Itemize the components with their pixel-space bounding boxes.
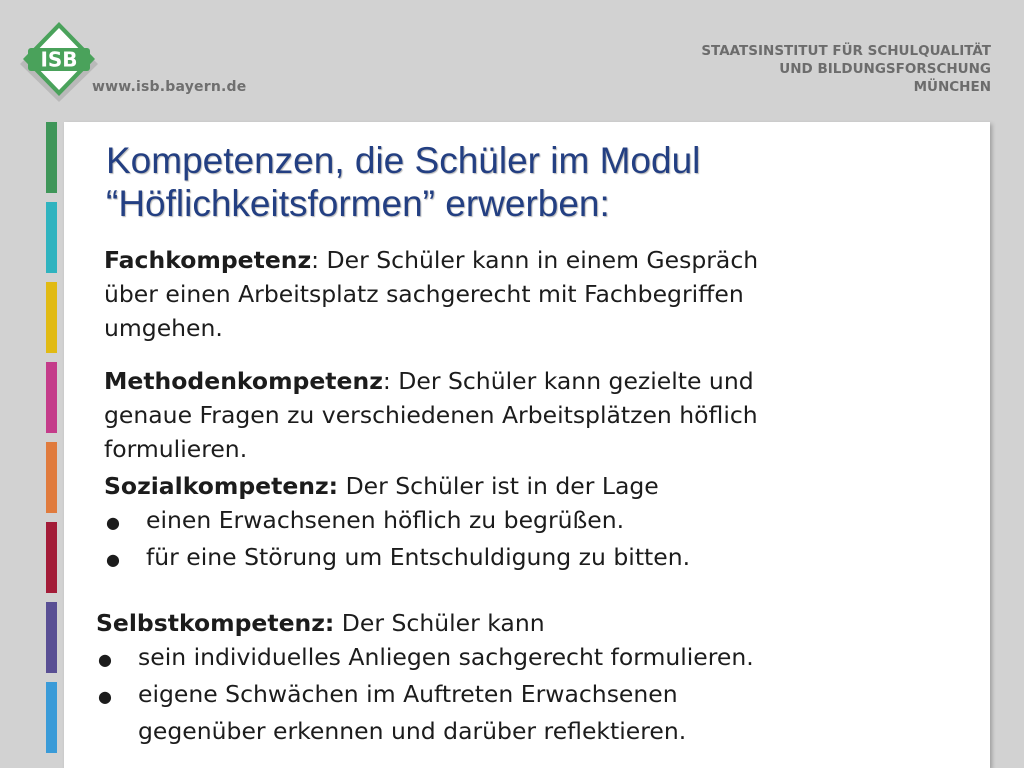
methodenkompetenz-term: Methodenkompetenz	[104, 367, 383, 395]
methodenkompetenz-text-3: formulieren.	[104, 435, 248, 463]
color-bar-blue	[46, 682, 57, 753]
list-item-continuation	[96, 714, 754, 748]
selbstkompetenz-block	[96, 606, 754, 748]
color-bar-crimson	[46, 522, 57, 593]
institute-line-2: UND BILDUNGSFORSCHUNG	[779, 61, 991, 77]
institute-name	[701, 42, 991, 96]
sozialkompetenz-block	[104, 469, 690, 577]
bullet-dot: ●	[98, 650, 112, 669]
methodenkompetenz-text-1: : Der Schüler kann gezielte und	[382, 367, 754, 395]
institute-line-1: STAATSINSTITUT FÜR SCHULQUALITÄT	[701, 43, 991, 59]
fachkompetenz-block	[104, 243, 758, 345]
color-bar-yellow	[46, 282, 57, 353]
color-bar-green	[46, 122, 57, 193]
color-bar-magenta	[46, 362, 57, 433]
fachkompetenz-text-1: : Der Schüler kann in einem Gespräch	[311, 246, 759, 274]
fachkompetenz-text-2: über einen Arbeitsplatz sachgerecht mit Fachbegriffen	[104, 280, 744, 308]
list-item	[104, 540, 690, 577]
methodenkompetenz-text-2: genaue Fragen zu verschiedenen Arbeitsplätzen höflich	[104, 401, 758, 429]
bullet-dot: ●	[106, 513, 120, 532]
fachkompetenz-term: Fachkompetenz	[104, 246, 312, 274]
institute-line-3: MÜNCHEN	[913, 79, 991, 95]
logo-text: ISB	[40, 47, 78, 72]
color-bar-purple	[46, 602, 57, 673]
selbstkompetenz-bullet-2-cont: gegenüber erkennen und darüber reflektieren.	[138, 717, 687, 745]
bullet-dot: ●	[106, 550, 120, 569]
slide-title-line-2: “Höflichkeitsformen” erwerben:	[106, 183, 610, 224]
list-item	[96, 640, 754, 677]
sozialkompetenz-bullet-2: für eine Störung um Entschuldigung zu bitten.	[146, 543, 691, 571]
isb-logo	[14, 18, 104, 108]
bullet-dot: ●	[98, 687, 112, 706]
sozialkompetenz-term: Sozialkompetenz:	[104, 472, 339, 500]
color-bar-teal	[46, 202, 57, 273]
color-bar-strip	[46, 122, 57, 762]
sozialkompetenz-intro: Der Schüler ist in der Lage	[338, 472, 659, 500]
sozialkompetenz-bullet-1: einen Erwachsenen höflich zu begrüßen.	[146, 506, 625, 534]
list-item	[96, 677, 754, 714]
selbstkompetenz-term: Selbstkompetenz:	[96, 609, 335, 637]
methodenkompetenz-block	[104, 364, 758, 466]
list-item	[104, 503, 690, 540]
website-url[interactable]: www.isb.bayern.de	[92, 79, 247, 95]
selbstkompetenz-bullet-2: eigene Schwächen im Auftreten Erwachsenen	[138, 680, 678, 708]
slide-title	[106, 139, 700, 225]
fachkompetenz-text-3: umgehen.	[104, 314, 223, 342]
color-bar-orange	[46, 442, 57, 513]
selbstkompetenz-intro: Der Schüler kann	[334, 609, 545, 637]
isb-logo-graphic	[14, 18, 104, 108]
slide-title-line-1: Kompetenzen, die Schüler im Modul	[106, 140, 701, 181]
selbstkompetenz-bullet-1: sein individuelles Anliegen sachgerecht formulieren.	[138, 643, 754, 671]
